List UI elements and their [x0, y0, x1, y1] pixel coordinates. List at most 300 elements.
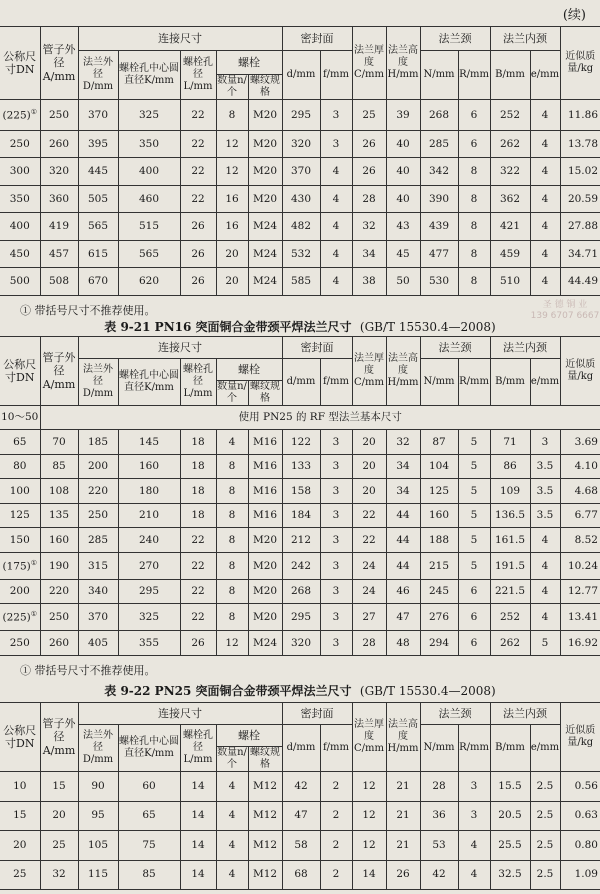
table-cell: 4 — [530, 130, 560, 158]
table-cell: 34 — [386, 454, 420, 478]
table-cell: 65 — [0, 430, 40, 454]
header-bolt_circle: 螺栓孔中心圆直径K/mm — [118, 359, 180, 406]
table-cell: 5 — [458, 528, 490, 552]
header-height: 法兰高度H/mm — [386, 27, 420, 100]
table-row — [0, 130, 600, 158]
table-cell: 8 — [216, 503, 248, 527]
table-cell: 260 — [40, 130, 78, 158]
table-cell: 18 — [180, 503, 216, 527]
table-cell: 4 — [320, 213, 352, 241]
table-cell: 8 — [216, 579, 248, 603]
header-height: 法兰高度H/mm — [386, 703, 420, 772]
table-cell: 32 — [40, 860, 78, 890]
table-pn16 — [0, 336, 600, 656]
table-cell: 185 — [78, 430, 118, 454]
table-cell: 20 — [0, 831, 40, 861]
table-cell: M16 — [248, 479, 282, 503]
table-cell: 459 — [490, 240, 530, 268]
table-cell: M24 — [248, 240, 282, 268]
table-cell: 12.77 — [560, 579, 600, 603]
table-cell: 18 — [180, 479, 216, 503]
table-cell: M12 — [248, 831, 282, 861]
table-cell: 285 — [78, 528, 118, 552]
table-cell: 585 — [282, 268, 320, 296]
table-cell: 315 — [78, 552, 118, 579]
table-cell: M24 — [248, 213, 282, 241]
table-cell: 12 — [216, 130, 248, 158]
table-cell: 18 — [180, 430, 216, 454]
table-cell: 4 — [530, 604, 560, 631]
table-cell: 10～50 — [0, 406, 40, 430]
table-cell: 22 — [180, 100, 216, 131]
table-cell: 71 — [490, 430, 530, 454]
table-cell: 6.77 — [560, 503, 600, 527]
table-cell: (225)① — [0, 100, 40, 131]
table-cell: 21 — [386, 801, 420, 831]
header-row — [0, 703, 600, 725]
header-seal: 密封面 — [282, 703, 352, 725]
table-cell: 325 — [118, 604, 180, 631]
table-cell: M12 — [248, 772, 282, 802]
table-cell: 240 — [118, 528, 180, 552]
table-cell: 14 — [352, 860, 386, 890]
header-mass: 近似质量/kg — [560, 337, 600, 406]
table-cell: 22 — [180, 579, 216, 603]
header-row — [0, 725, 600, 747]
table-cell: 268 — [282, 579, 320, 603]
table-cell: 4 — [530, 185, 560, 213]
table-cell: 15.02 — [560, 158, 600, 186]
table-cell: M16 — [248, 430, 282, 454]
table-cell: 104 — [420, 454, 458, 478]
table-cell: 3 — [320, 631, 352, 656]
header-inner: 法兰内颈 — [490, 337, 560, 359]
header-seal_d: d/mm — [282, 51, 320, 100]
table-cell: 3 — [458, 772, 490, 802]
table-cell: M20 — [248, 130, 282, 158]
table-cell: 4 — [530, 579, 560, 603]
table-row — [0, 454, 600, 478]
table-cell: 14 — [180, 860, 216, 890]
table-cell: 340 — [78, 579, 118, 603]
header-neck: 法兰颈 — [420, 703, 490, 725]
table-cell: 221.5 — [490, 579, 530, 603]
table-cell: 510 — [490, 268, 530, 296]
table-cell: 6 — [458, 130, 490, 158]
header-nominal: 公称尺寸DN — [0, 703, 40, 772]
header-flange_od: 法兰外径D/mm — [78, 359, 118, 406]
table-cell: 325 — [118, 100, 180, 131]
table-cell: M20 — [248, 185, 282, 213]
table-cell: 4 — [458, 860, 490, 890]
table-cell: 8 — [458, 268, 490, 296]
table-cell: 8 — [458, 158, 490, 186]
table-cell: 4 — [530, 528, 560, 552]
table-cell: 565 — [78, 213, 118, 241]
table-cell-span: 使用 PN25 的 RF 型法兰基本尺寸 — [40, 406, 600, 430]
table-cell: 565 — [118, 240, 180, 268]
table-row — [0, 579, 600, 603]
table-cell: 20 — [216, 268, 248, 296]
table-cell: M24 — [248, 268, 282, 296]
table-cell: 3 — [320, 100, 352, 131]
header-bolt: 螺栓 — [216, 725, 282, 747]
table-cell: 6 — [458, 604, 490, 631]
table-cell: 4 — [458, 831, 490, 861]
table-row — [0, 503, 600, 527]
header-inner: 法兰内颈 — [490, 703, 560, 725]
table-cell: 40 — [386, 185, 420, 213]
table-cell: 15 — [0, 801, 40, 831]
table-cell: 8 — [216, 604, 248, 631]
table-cell: 2 — [320, 772, 352, 802]
table-cell: 32 — [352, 213, 386, 241]
table-cell: 1.09 — [560, 860, 600, 890]
header-neck_n: N/mm — [420, 359, 458, 406]
header-seal_f: f/mm — [320, 359, 352, 406]
table-cell: 250 — [0, 631, 40, 656]
footnote-2: ① 带括号尺寸不推荐使用。 — [20, 664, 156, 677]
table-cell: 360 — [40, 185, 78, 213]
table-cell: 670 — [78, 268, 118, 296]
table-cell: 20 — [352, 430, 386, 454]
table-cell: 109 — [490, 479, 530, 503]
table-cell: 2.5 — [530, 801, 560, 831]
table-cell: (225)① — [0, 604, 40, 631]
table-cell: 32 — [386, 430, 420, 454]
header-bolt: 螺栓 — [216, 51, 282, 75]
table-cell: 26 — [180, 631, 216, 656]
table-cell: 39 — [386, 100, 420, 131]
title-text: 表 9-21 PN16 突面铜合金带颈平焊法兰尺寸 — [104, 320, 352, 334]
table-cell: 28 — [352, 185, 386, 213]
header-neck_n: N/mm — [420, 725, 458, 772]
table-cell: 133 — [282, 454, 320, 478]
table-cell: 6 — [458, 100, 490, 131]
table-cell: 86 — [490, 454, 530, 478]
header-inner: 法兰内颈 — [490, 27, 560, 51]
table-cell: 322 — [490, 158, 530, 186]
table-cell: 42 — [282, 772, 320, 802]
table-cell: 36 — [420, 801, 458, 831]
table-cell: 20 — [352, 479, 386, 503]
table-cell: 515 — [118, 213, 180, 241]
table-cell: 8 — [216, 454, 248, 478]
table-cell: 80 — [0, 454, 40, 478]
table-cell: 3 — [320, 430, 352, 454]
header-bolt_thread: 螺纹规格 — [250, 75, 280, 98]
table-cell: 220 — [78, 479, 118, 503]
table-cell: M20 — [248, 528, 282, 552]
table-cell: 158 — [282, 479, 320, 503]
table-cell: 28 — [352, 631, 386, 656]
table-cell: 15 — [40, 772, 78, 802]
table-cell: 295 — [282, 604, 320, 631]
table-cell: 10 — [0, 772, 40, 802]
table-cell: 15.5 — [490, 772, 530, 802]
watermark-line-1: 圣 德 铜 业 — [542, 300, 588, 310]
table-cell: 260 — [40, 631, 78, 656]
watermark-line-2: 139 6707 6667 — [530, 311, 600, 321]
table-cell: 270 — [118, 552, 180, 579]
table-pn10-continued — [0, 26, 600, 296]
table-cell: 27 — [352, 604, 386, 631]
header-bolt_circle: 螺栓孔中心圆直径K/mm — [118, 725, 180, 772]
table-cell: 285 — [420, 130, 458, 158]
table-cell: 500 — [0, 268, 40, 296]
table-cell: 21 — [386, 772, 420, 802]
table-cell: 4 — [530, 552, 560, 579]
table-cell: 43 — [386, 213, 420, 241]
table-cell: 0.56 — [560, 772, 600, 802]
table-cell: 3.5 — [530, 503, 560, 527]
header-row — [0, 337, 600, 359]
table-cell: 276 — [420, 604, 458, 631]
header-pipe: 管子外径A/mm — [40, 337, 78, 406]
table-cell: M16 — [248, 454, 282, 478]
table-cell: 108 — [40, 479, 78, 503]
table-cell: 136.5 — [490, 503, 530, 527]
table-cell: 508 — [40, 268, 78, 296]
table-cell: 3 — [320, 579, 352, 603]
table-cell: 53 — [420, 831, 458, 861]
table-cell: 320 — [40, 158, 78, 186]
table-cell: 25 — [40, 831, 78, 861]
table-cell: 250 — [40, 100, 78, 131]
table-cell: 405 — [78, 631, 118, 656]
header-height: 法兰高度H/mm — [386, 337, 420, 406]
table-cell: 22 — [352, 503, 386, 527]
header-row — [0, 27, 600, 51]
table-cell: 5 — [458, 479, 490, 503]
table-row — [0, 185, 600, 213]
table-cell: 70 — [40, 430, 78, 454]
table-cell: 460 — [118, 185, 180, 213]
table-cell: 150 — [0, 528, 40, 552]
table-cell: 300 — [0, 158, 40, 186]
table-cell: 44 — [386, 528, 420, 552]
table-cell: 145 — [118, 430, 180, 454]
table-cell: 3.69 — [560, 430, 600, 454]
header-bolt_qty: 数量n/个 — [217, 381, 247, 404]
table-cell: 58 — [282, 831, 320, 861]
table-cell: 184 — [282, 503, 320, 527]
table-cell: 47 — [282, 801, 320, 831]
title-standard: (GB/T 15530.4—2008) — [359, 684, 496, 698]
table-cell: 5 — [458, 503, 490, 527]
table-cell: 6 — [458, 579, 490, 603]
table-cell: 2.5 — [530, 831, 560, 861]
table-cell: 4.10 — [560, 454, 600, 478]
header-seal_d: d/mm — [282, 359, 320, 406]
table-row — [0, 831, 600, 861]
footnote-1: ① 带括号尺寸不推荐使用。 — [20, 304, 156, 317]
table-cell: 22 — [180, 185, 216, 213]
table-cell: 14 — [180, 801, 216, 831]
table-cell: 445 — [78, 158, 118, 186]
table-cell: 2.5 — [530, 772, 560, 802]
table-cell: 620 — [118, 268, 180, 296]
table-cell: 3.5 — [530, 479, 560, 503]
header-inner_e: e/mm — [530, 725, 560, 772]
header-connect: 连接尺寸 — [78, 703, 282, 725]
table-cell: 40 — [386, 130, 420, 158]
table-cell: 14 — [180, 831, 216, 861]
table-cell: 400 — [118, 158, 180, 186]
table-cell: 295 — [118, 579, 180, 603]
header-bolt_thread: 螺纹规格 — [250, 747, 280, 770]
table-cell: 350 — [0, 185, 40, 213]
table-cell: 125 — [0, 503, 40, 527]
table-cell: 44 — [386, 503, 420, 527]
table-row — [0, 158, 600, 186]
table-cell: 450 — [0, 240, 40, 268]
table-cell: 3 — [320, 604, 352, 631]
table-cell: 250 — [0, 130, 40, 158]
table-row — [0, 604, 600, 631]
table-cell: 0.63 — [560, 801, 600, 831]
table-cell: 26 — [180, 240, 216, 268]
table-cell: 3.5 — [530, 454, 560, 478]
table-cell: 4 — [320, 185, 352, 213]
table-cell: 11.86 — [560, 100, 600, 131]
header-nominal: 公称尺寸DN — [0, 27, 40, 100]
table-cell: 4 — [530, 240, 560, 268]
table-cell: 262 — [490, 130, 530, 158]
table-cell: 38 — [352, 268, 386, 296]
table-cell: 4 — [320, 158, 352, 186]
table-cell: 34 — [352, 240, 386, 268]
table-cell: 20 — [40, 801, 78, 831]
table-cell: 477 — [420, 240, 458, 268]
table-cell: (175)① — [0, 552, 40, 579]
table-cell: 100 — [0, 479, 40, 503]
table-cell: M12 — [248, 801, 282, 831]
table-cell: 6 — [458, 631, 490, 656]
table-cell: 22 — [180, 528, 216, 552]
table-cell: M20 — [248, 158, 282, 186]
header-neck: 法兰颈 — [420, 337, 490, 359]
table-cell: 242 — [282, 552, 320, 579]
header-inner_e: e/mm — [530, 51, 560, 100]
table-cell: M12 — [248, 860, 282, 890]
table-cell: 22 — [180, 130, 216, 158]
table-cell: 8 — [216, 528, 248, 552]
table-cell: 8 — [458, 213, 490, 241]
table-cell: 25.5 — [490, 831, 530, 861]
table-cell: 24 — [352, 579, 386, 603]
table-cell: 48 — [386, 631, 420, 656]
header-mass: 近似质量/kg — [560, 27, 600, 100]
table-cell: 32.5 — [490, 860, 530, 890]
table-row — [0, 100, 600, 131]
table-cell: 85 — [118, 860, 180, 890]
table-cell: 47 — [386, 604, 420, 631]
table-cell: 8 — [458, 240, 490, 268]
table-cell: 4 — [530, 268, 560, 296]
table-cell: 160 — [118, 454, 180, 478]
header-thickness: 法兰厚度C/mm — [352, 337, 386, 406]
table-cell: 3 — [320, 130, 352, 158]
table-cell: M20 — [248, 100, 282, 131]
table-cell: 342 — [420, 158, 458, 186]
header-bolt: 螺栓 — [216, 359, 282, 381]
table-cell: 294 — [420, 631, 458, 656]
table-cell: 161.5 — [490, 528, 530, 552]
table-cell: 26 — [180, 213, 216, 241]
table-title-9-22 — [0, 682, 600, 699]
table-cell: 3 — [320, 479, 352, 503]
table-cell: 45 — [386, 240, 420, 268]
header-neck: 法兰颈 — [420, 27, 490, 51]
table-cell: 135 — [40, 503, 78, 527]
header-flange_od: 法兰外径D/mm — [78, 725, 118, 772]
table-cell: 4 — [320, 268, 352, 296]
table-cell: 188 — [420, 528, 458, 552]
table-cell: 250 — [40, 604, 78, 631]
header-seal: 密封面 — [282, 337, 352, 359]
table-cell: 421 — [490, 213, 530, 241]
table-cell: 20 — [216, 240, 248, 268]
table-cell: 4 — [530, 213, 560, 241]
table-cell: 26 — [352, 130, 386, 158]
header-neck_r: R/mm — [458, 725, 490, 772]
table-cell: 5 — [458, 430, 490, 454]
table-row — [0, 552, 600, 579]
table-cell: 505 — [78, 185, 118, 213]
table-cell: 44 — [386, 552, 420, 579]
table-row — [0, 772, 600, 802]
table-cell: 2 — [320, 801, 352, 831]
header-inner_b: B/mm — [490, 359, 530, 406]
header-pipe: 管子外径A/mm — [40, 703, 78, 772]
table-cell: 18 — [180, 454, 216, 478]
table-row — [0, 430, 600, 454]
table-cell: 430 — [282, 185, 320, 213]
table-cell: 4 — [530, 100, 560, 131]
table-cell: 115 — [78, 860, 118, 890]
table-cell: 25 — [0, 860, 40, 890]
table-cell: 68 — [282, 860, 320, 890]
header-inner_e: e/mm — [530, 359, 560, 406]
header-flange_od: 法兰外径D/mm — [78, 51, 118, 100]
table-cell: 400 — [0, 213, 40, 241]
table-cell: 3 — [320, 454, 352, 478]
table-cell: 16.92 — [560, 631, 600, 656]
continued-label: (续) — [562, 8, 586, 23]
table-cell: 295 — [282, 100, 320, 131]
table-cell: 87 — [420, 430, 458, 454]
table-cell: 125 — [420, 479, 458, 503]
header-seal: 密封面 — [282, 27, 352, 51]
table-cell: 4 — [216, 430, 248, 454]
header-connect: 连接尺寸 — [78, 27, 282, 51]
table-cell: 20.59 — [560, 185, 600, 213]
table-cell: 615 — [78, 240, 118, 268]
header-connect: 连接尺寸 — [78, 337, 282, 359]
table-row — [0, 801, 600, 831]
header-inner_b: B/mm — [490, 725, 530, 772]
table-cell: M20 — [248, 604, 282, 631]
table-cell: 27.88 — [560, 213, 600, 241]
table-cell: 215 — [420, 552, 458, 579]
table-cell: 8 — [216, 552, 248, 579]
table-row — [0, 213, 600, 241]
header-inner_b: B/mm — [490, 51, 530, 100]
table-cell: 22 — [180, 158, 216, 186]
table-cell: 12 — [216, 158, 248, 186]
table-cell: 4 — [216, 831, 248, 861]
